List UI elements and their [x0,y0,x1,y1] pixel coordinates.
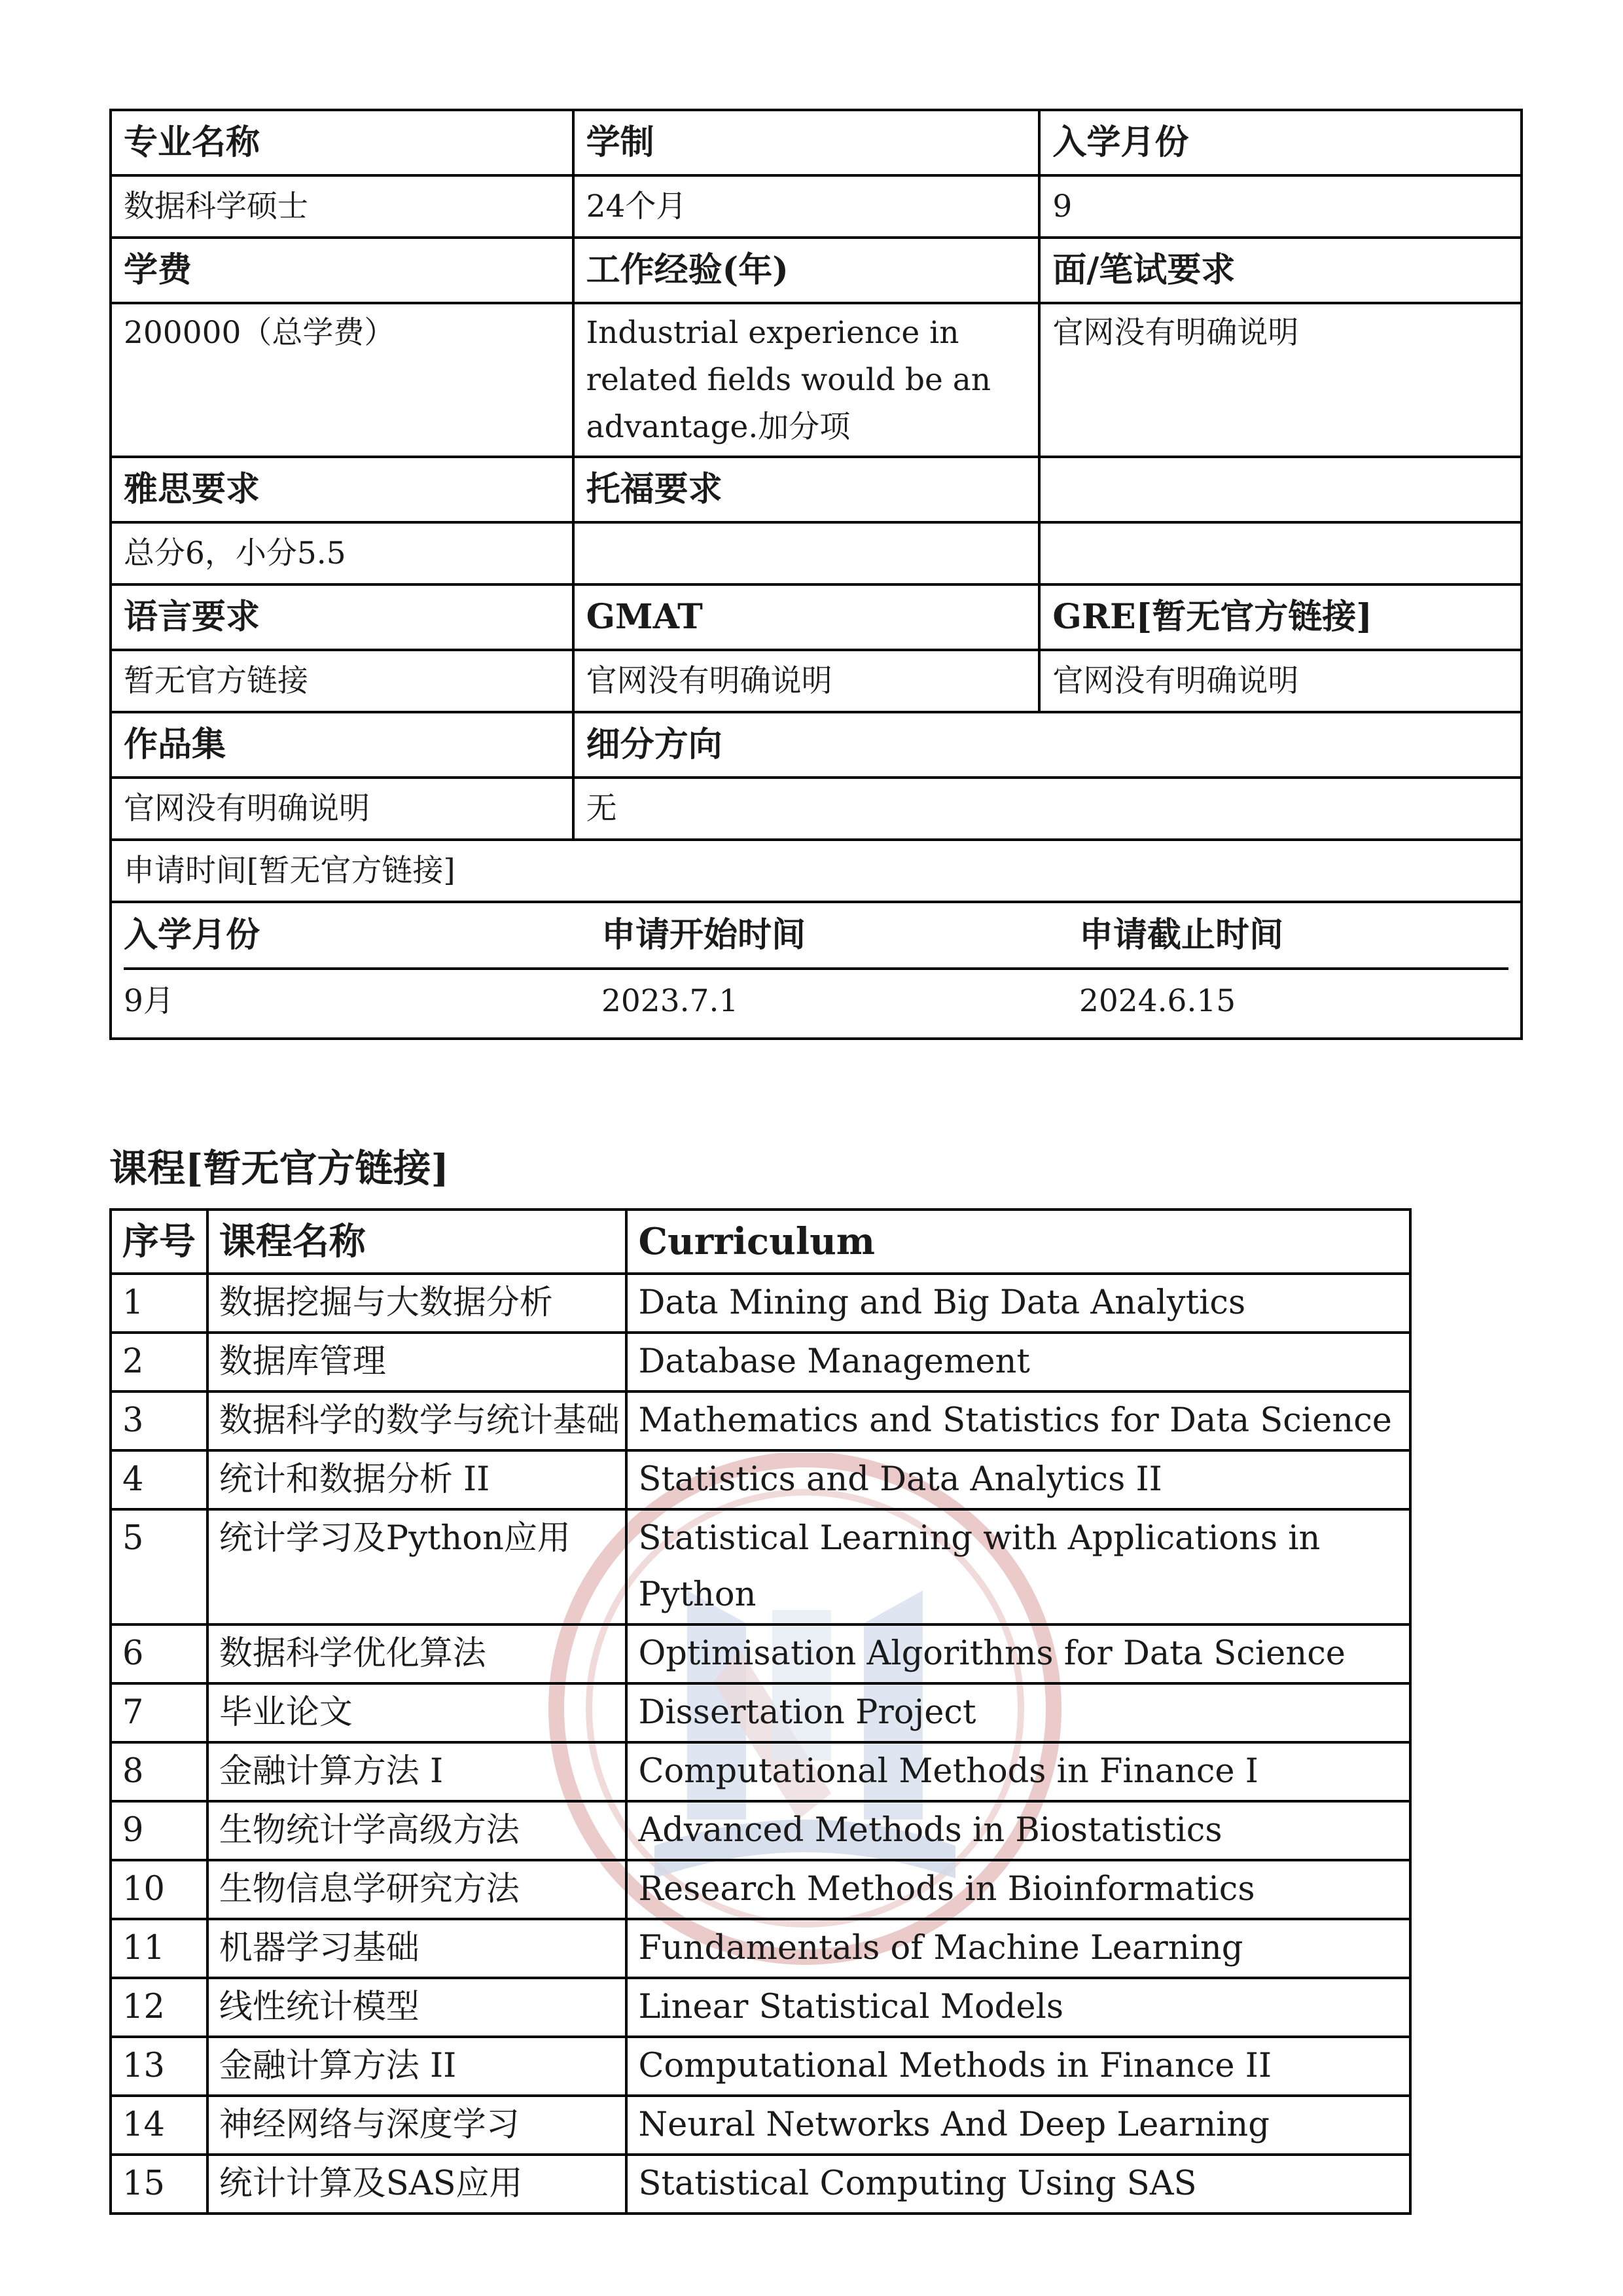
table-row [111,1391,1410,1450]
table-row [111,303,1522,457]
course-index: 15 [111,2155,207,2214]
empty-header-cell [1039,457,1522,522]
portfolio-value: 官网没有明确说明 [111,778,573,840]
course-name-en: Statistical Learning with Applications in Python [626,1509,1410,1624]
table-row [111,2096,1410,2155]
course-index: 7 [111,1683,207,1742]
table-row [111,1978,1410,2037]
course-index: 6 [111,1624,207,1683]
course-name-en: Advanced Methods in Biostatistics [626,1801,1410,1860]
course-name-cn: 数据挖掘与大数据分析 [207,1274,627,1333]
language-requirement-header: 语言要求 [111,584,573,650]
table-row [111,1742,1410,1801]
language-requirement-value: 暂无官方链接 [111,650,573,712]
course-name-en: Optimisation Algorithms for Data Science [626,1624,1410,1683]
tuition-value: 200000（总学费） [111,303,573,457]
table-row [111,2037,1410,2096]
course-name-cn: 毕业论文 [207,1683,627,1742]
curriculum-header: Curriculum [626,1210,1410,1274]
course-name-en: Computational Methods in Finance II [626,2037,1410,2096]
course-name-cn: 机器学习基础 [207,1919,627,1978]
course-index: 5 [111,1509,207,1624]
table-row [111,175,1522,238]
tuition-header: 学费 [111,238,573,303]
table-row [111,584,1522,650]
application-schedule [111,902,1522,1039]
table-row [111,1801,1410,1860]
table-row [111,902,1522,1039]
table-row [111,1450,1410,1509]
table-row [111,238,1522,303]
table-row [111,1919,1410,1978]
toefl-value [573,522,1040,584]
ielts-header: 雅思要求 [111,457,573,522]
course-index: 10 [111,1860,207,1919]
course-name-cn: 统计和数据分析 II [207,1450,627,1509]
table-row [111,1333,1410,1391]
table-row [111,650,1522,712]
course-name-en: Linear Statistical Models [626,1978,1410,2037]
gmat-header: GMAT [573,584,1040,650]
work-experience-value: Industrial experience in related fields would be an advantage.加分项 [573,303,1040,457]
application-time-label: 申请时间[暂无官方链接] [111,840,1522,902]
course-table [109,1208,1412,2215]
course-index: 12 [111,1978,207,2037]
empty-value-cell [1039,522,1522,584]
gmat-value: 官网没有明确说明 [573,650,1040,712]
table-row [124,903,1508,969]
schedule-deadline-value: 2024.6.15 [1079,983,1236,1019]
course-index: 1 [111,1274,207,1333]
table-row [111,840,1522,902]
program-info-table [109,109,1523,1040]
course-name-cn: 生物信息学研究方法 [207,1860,627,1919]
table-row [111,457,1522,522]
table-row [111,1274,1410,1333]
interview-requirement-value: 官网没有明确说明 [1039,303,1522,457]
course-name-en: Research Methods in Bioinformatics [626,1860,1410,1919]
table-row [111,1683,1410,1742]
course-name-cn: 神经网络与深度学习 [207,2096,627,2155]
course-name-en: Mathematics and Statistics for Data Science [626,1391,1410,1450]
course-name-cn: 数据科学优化算法 [207,1624,627,1683]
course-name-cn: 金融计算方法 II [207,2037,627,2096]
course-name-cn: 线性统计模型 [207,1978,627,2037]
courses-section-title: 课程[暂无官方链接] [109,1146,449,1191]
application-schedule-table [124,903,1508,1032]
specialization-value: 无 [573,778,1522,840]
course-index: 4 [111,1450,207,1509]
duration-value: 24个月 [573,175,1040,238]
course-index: 2 [111,1333,207,1391]
schedule-intake-value: 9月 [124,983,174,1019]
intake-month-header: 入学月份 [1039,110,1522,175]
course-index: 3 [111,1391,207,1450]
table-row [111,778,1522,840]
table-row [111,1624,1410,1683]
ielts-value: 总分6，小分5.5 [111,522,573,584]
table-row [111,110,1522,175]
course-index: 9 [111,1801,207,1860]
table-row [111,2155,1410,2214]
gre-header: GRE[暂无官方链接] [1039,584,1522,650]
course-name-cn: 统计计算及SAS应用 [207,2155,627,2214]
specialization-header: 细分方向 [573,712,1522,778]
course-index: 14 [111,2096,207,2155]
work-experience-header: 工作经验(年) [573,238,1040,303]
schedule-deadline-header: 申请截止时间 [1079,903,1508,969]
course-name-en: Dissertation Project [626,1683,1410,1742]
interview-requirement-header: 面/笔试要求 [1039,238,1522,303]
table-row [111,1210,1410,1274]
intake-month-value: 9 [1039,175,1522,238]
course-name-header: 课程名称 [207,1210,627,1274]
course-name-en: Neural Networks And Deep Learning [626,2096,1410,2155]
course-name-en: Database Management [626,1333,1410,1391]
course-name-en: Data Mining and Big Data Analytics [626,1274,1410,1333]
course-name-cn: 金融计算方法 I [207,1742,627,1801]
course-name-cn: 统计学习及Python应用 [207,1509,627,1624]
table-row [111,1509,1410,1624]
index-header: 序号 [111,1210,207,1274]
table-row [111,522,1522,584]
course-name-en: Statistical Computing Using SAS [626,2155,1410,2214]
toefl-header: 托福要求 [573,457,1040,522]
duration-header: 学制 [573,110,1040,175]
course-index: 13 [111,2037,207,2096]
course-name-cn: 数据科学的数学与统计基础 [207,1391,627,1450]
course-name-en: Statistics and Data Analytics II [626,1450,1410,1509]
table-row [111,712,1522,778]
table-row [124,969,1508,1032]
course-name-cn: 生物统计学高级方法 [207,1801,627,1860]
course-index: 11 [111,1919,207,1978]
schedule-intake-header: 入学月份 [124,903,601,969]
gre-value: 官网没有明确说明 [1039,650,1522,712]
course-name-en: Fundamentals of Machine Learning [626,1919,1410,1978]
course-name-en: Computational Methods in Finance I [626,1742,1410,1801]
course-name-cn: 数据库管理 [207,1333,627,1391]
table-row [111,1860,1410,1919]
portfolio-header: 作品集 [111,712,573,778]
major-name-value: 数据科学硕士 [111,175,573,238]
course-index: 8 [111,1742,207,1801]
schedule-start-header: 申请开始时间 [601,903,1079,969]
schedule-start-value: 2023.7.1 [601,983,739,1019]
major-name-header: 专业名称 [111,110,573,175]
